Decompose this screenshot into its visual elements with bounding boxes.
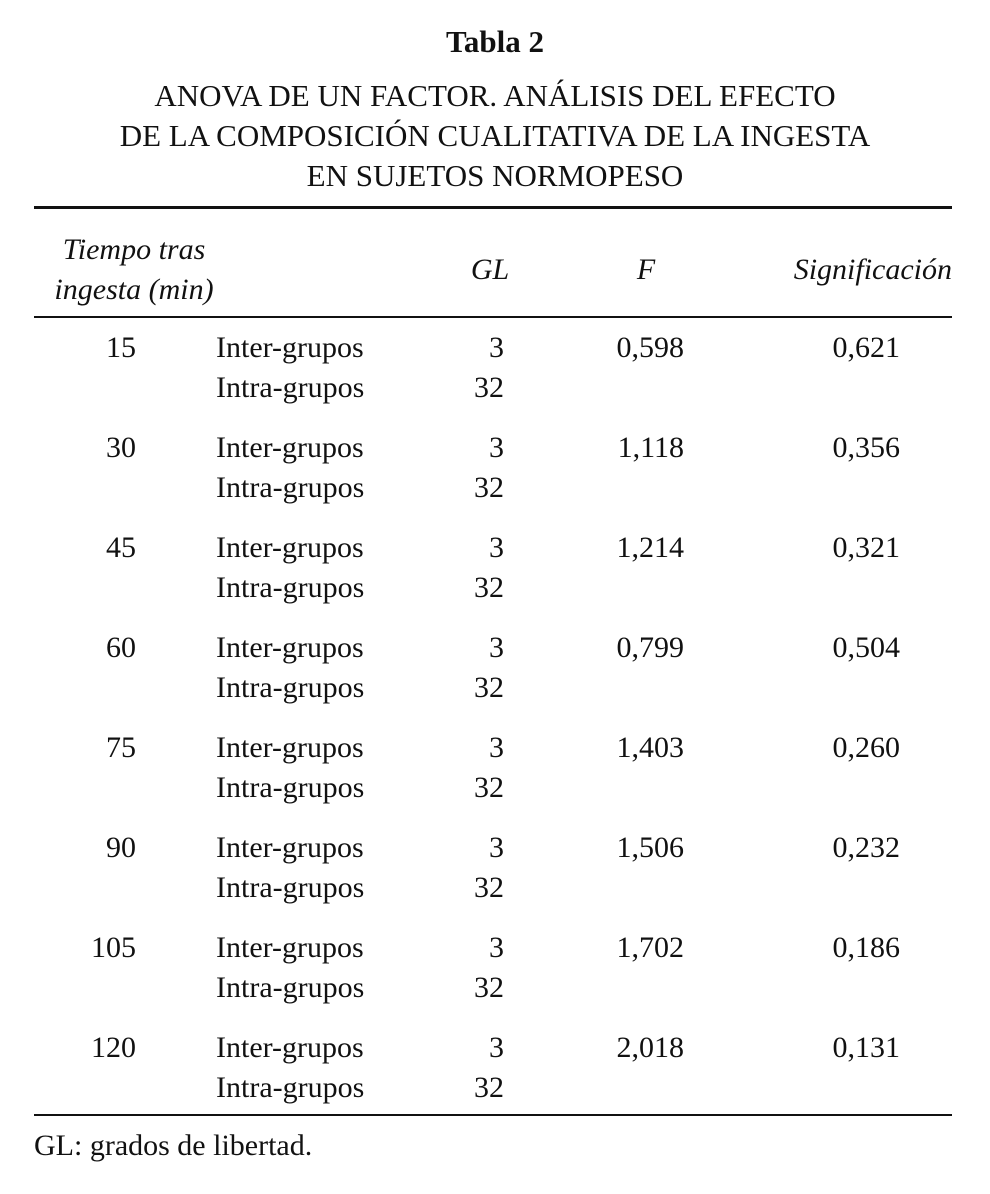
source-cell: Intra-grupos [216, 1071, 365, 1104]
significance-cell: 0,232 [832, 831, 900, 864]
header-time [34, 230, 234, 310]
table-label: Tabla 2 [446, 24, 544, 59]
significance-cell: 0,356 [832, 431, 900, 464]
time-cell: 75 [106, 731, 136, 764]
table-title-line: EN SUJETOS NORMOPESO [306, 158, 684, 193]
source-cell: Intra-grupos [216, 471, 365, 504]
gl-cell: 32 [474, 471, 504, 504]
f-cell: 1,214 [616, 531, 684, 564]
source-cell: Inter-grupos [216, 931, 364, 964]
table-row [0, 1028, 990, 1128]
source-cell: Intra-grupos [216, 671, 365, 704]
source-cell: Inter-grupos [216, 331, 364, 364]
f-cell: 1,118 [617, 431, 684, 464]
header-time-line: Tiempo tras [62, 233, 206, 266]
bottom-rule [34, 1114, 952, 1116]
gl-cell: 32 [474, 571, 504, 604]
source-cell: Intra-grupos [216, 371, 365, 404]
f-cell: 0,799 [616, 631, 684, 664]
table-row [0, 628, 990, 728]
gl-cell: 3 [489, 631, 504, 664]
gl-cell: 3 [489, 531, 504, 564]
time-cell: 45 [106, 531, 136, 564]
source-cell: Inter-grupos [216, 1031, 364, 1064]
significance-cell: 0,321 [832, 531, 900, 564]
source-cell: Intra-grupos [216, 571, 365, 604]
table-row [0, 828, 990, 928]
f-cell: 0,598 [616, 331, 684, 364]
source-cell: Intra-grupos [216, 871, 365, 904]
source-cell: Inter-grupos [216, 831, 364, 864]
source-cell: Intra-grupos [216, 971, 365, 1004]
time-cell: 105 [91, 931, 136, 964]
gl-cell: 32 [474, 971, 504, 1004]
gl-cell: 32 [474, 1071, 504, 1104]
gl-cell: 3 [489, 431, 504, 464]
significance-cell: 0,260 [832, 731, 900, 764]
table-row [0, 928, 990, 1028]
header-gl: GL [470, 253, 510, 286]
source-cell: Inter-grupos [216, 631, 364, 664]
gl-cell: 3 [489, 831, 504, 864]
source-cell: Inter-grupos [216, 531, 364, 564]
gl-cell: 32 [474, 771, 504, 804]
header-f: F [636, 253, 656, 286]
table-row [0, 528, 990, 628]
table-body [0, 328, 990, 1128]
significance-cell: 0,621 [832, 331, 900, 364]
gl-cell: 32 [474, 871, 504, 904]
source-cell: Intra-grupos [216, 771, 365, 804]
header-significance: Significación [793, 253, 952, 286]
f-cell: 1,506 [616, 831, 684, 864]
header-rule [34, 316, 952, 318]
table-title [0, 76, 990, 196]
table-title-line: DE LA COMPOSICIÓN CUALITATIVA DE LA INGESTA [119, 118, 871, 153]
footnote: GL: grados de libertad. [34, 1129, 313, 1162]
gl-cell: 32 [474, 671, 504, 704]
table-title-line: ANOVA DE UN FACTOR. ANÁLISIS DEL EFECTO [154, 78, 836, 113]
table-row [0, 728, 990, 828]
source-cell: Inter-grupos [216, 731, 364, 764]
top-rule [34, 206, 952, 209]
gl-cell: 3 [489, 931, 504, 964]
f-cell: 1,702 [616, 931, 684, 964]
time-cell: 30 [106, 431, 136, 464]
source-cell: Inter-grupos [216, 431, 364, 464]
table-row [0, 328, 990, 428]
gl-cell: 32 [474, 371, 504, 404]
f-cell: 1,403 [616, 731, 684, 764]
time-cell: 60 [106, 631, 136, 664]
f-cell: 2,018 [616, 1031, 684, 1064]
table-row [0, 428, 990, 528]
significance-cell: 0,504 [832, 631, 900, 664]
time-cell: 90 [106, 831, 136, 864]
time-cell: 15 [106, 331, 136, 364]
gl-cell: 3 [489, 331, 504, 364]
gl-cell: 3 [489, 1031, 504, 1064]
significance-cell: 0,186 [832, 931, 900, 964]
header-time-line: ingesta (min) [54, 273, 214, 306]
significance-cell: 0,131 [832, 1031, 900, 1064]
gl-cell: 3 [489, 731, 504, 764]
time-cell: 120 [91, 1031, 136, 1064]
